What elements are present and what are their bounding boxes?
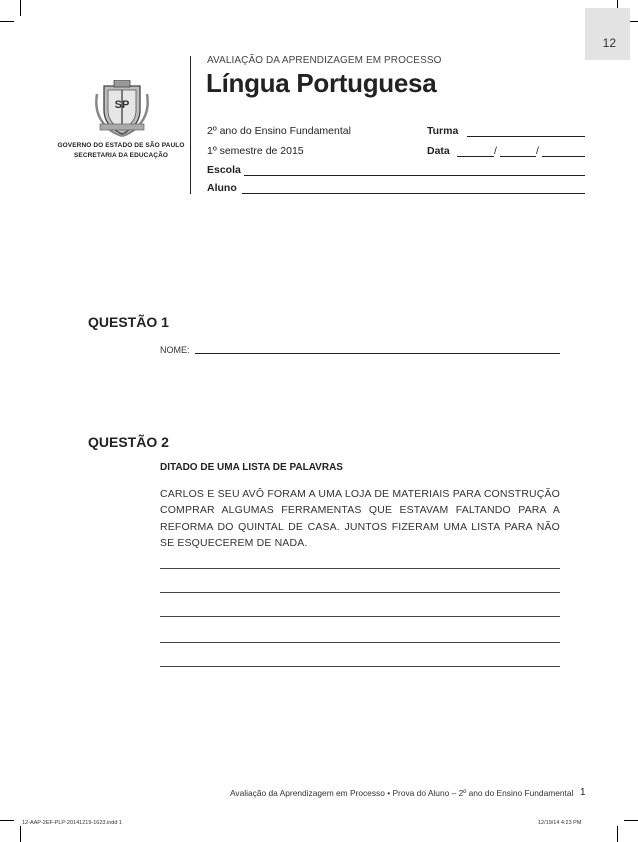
nome-field[interactable] <box>195 353 560 354</box>
answer-line[interactable] <box>160 642 560 643</box>
semester-label: 1º semestre de 2015 <box>207 145 304 157</box>
page-number-tab <box>585 8 630 60</box>
government-logo <box>56 80 186 175</box>
date-day-field[interactable] <box>457 156 494 157</box>
escola-field[interactable] <box>244 175 585 176</box>
coat-of-arms-icon <box>94 80 150 138</box>
logo-line-government: GOVERNO DO ESTADO DE SÃO PAULO <box>57 142 185 149</box>
data-label <box>427 145 450 157</box>
aluno-label <box>207 182 237 194</box>
crop-mark <box>617 826 618 842</box>
page-tab-number: 12 <box>602 36 616 50</box>
question-2-subtitle: DITADO DE UMA LISTA DE PALAVRAS <box>160 462 343 473</box>
crop-mark <box>20 826 21 842</box>
data-label-text: Data <box>427 145 450 157</box>
crop-mark <box>20 0 21 16</box>
date-year-field[interactable] <box>542 156 585 157</box>
footer-page-number: 1 <box>580 787 586 798</box>
escola-label <box>207 164 241 176</box>
answer-line[interactable] <box>160 592 560 593</box>
escola-label-text: Escola <box>207 164 241 176</box>
grade-label: 2º ano do Ensino Fundamental <box>207 125 351 137</box>
logo-line-secretaria: SECRETARIA DA EDUCAÇÃO <box>73 152 169 159</box>
footer-text: Avaliação da Aprendizagem em Processo • Prova do Aluno – 2º ano do Ensino Fundamental <box>230 788 574 798</box>
emblem-letters: SP <box>114 99 130 111</box>
crop-mark <box>624 820 638 821</box>
crop-mark <box>0 21 14 22</box>
answer-line[interactable] <box>160 666 560 667</box>
question-1-title: QUESTÃO 1 <box>88 314 169 330</box>
nome-label: NOME: <box>160 345 190 355</box>
page-title: Língua Portuguesa <box>206 68 437 98</box>
question-2-title: QUESTÃO 2 <box>88 434 169 450</box>
answer-line[interactable] <box>160 616 560 617</box>
header-supertitle: AVALIAÇÃO DA APRENDIZAGEM EM PROCESSO <box>207 55 442 66</box>
aluno-field[interactable] <box>242 193 585 194</box>
turma-field[interactable] <box>467 136 585 137</box>
aluno-label-text: Aluno <box>207 182 237 194</box>
crop-mark <box>0 820 14 821</box>
answer-line[interactable] <box>160 568 560 569</box>
turma-label-text: Turma <box>427 125 459 137</box>
turma-label <box>427 125 458 137</box>
date-separator: / <box>494 145 497 157</box>
question-2-text: CARLOS E SEU AVÔ FORAM A UMA LOJA DE MATERIAIS PARA CONSTRUÇÃO COMPRAR ALGUMAS FERRAMENTAS QUE ESTAVAM FALTANDO PARA A REFORMA DO QUINTAL DE CASA. JUNTOS FIZERAM UMA LISTA PARA NÃO SE ESQUECEREM DE NADA. <box>160 488 560 549</box>
header-divider <box>190 56 191 194</box>
date-month-field[interactable] <box>500 156 536 157</box>
print-slug-file: 12-AAP-2EF-PLP-20141219-1623.indd 1 <box>22 820 122 826</box>
print-slug-timestamp: 12/19/14 4:23 PM <box>538 820 582 826</box>
date-separator: / <box>536 145 539 157</box>
